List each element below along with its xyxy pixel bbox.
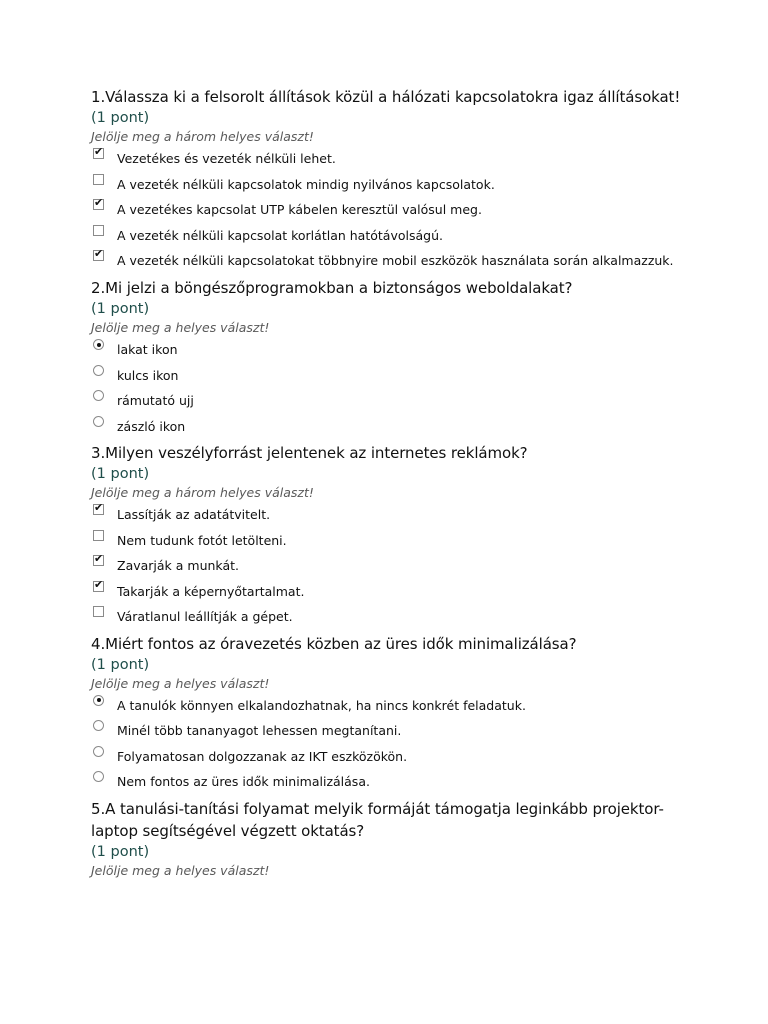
quiz (91, 86, 691, 883)
question-title: 1.Válassza ki a felsorolt állítások közül a hálózati kapcsolatokra igaz állításokat! (91, 88, 681, 106)
checkbox[interactable] (93, 501, 104, 515)
radio-selected-dot (97, 343, 101, 347)
checkmark-icon: ✔ (94, 577, 104, 591)
question-4 (91, 633, 691, 792)
answer-option[interactable] (91, 747, 691, 766)
answer-option[interactable] (91, 721, 691, 740)
answer-option[interactable] (91, 145, 691, 168)
checkbox[interactable] (93, 145, 104, 159)
answer-option[interactable] (91, 196, 691, 219)
answer-label: A vezetékes kapcsolat UTP kábelen keresztül valósul meg. (117, 202, 482, 217)
checkbox[interactable] (93, 225, 104, 236)
question-3 (91, 442, 691, 626)
answer-list (91, 696, 691, 792)
answer-label: Takarják a képernyőtartalmat. (117, 583, 305, 599)
answer-label: lakat ikon (117, 342, 178, 357)
answer-label: Lassítják az adatátvitelt. (117, 507, 271, 522)
answer-label: Nem tudunk fotót letölteni. (117, 532, 287, 548)
question-points: (1 pont) (91, 301, 150, 317)
question-title: 5.A tanulási-tanítási folyamat melyik formáját támogatja leginkább projektor-laptop segítségével végzett oktatás? (91, 799, 664, 840)
question-instruction: Jelölje meg a helyes választ! (91, 862, 270, 878)
answer-label: Váratlanul leállítják a gépet. (117, 609, 293, 624)
answer-option[interactable] (91, 696, 691, 715)
radio-button[interactable] (93, 695, 104, 706)
answer-list (91, 501, 691, 626)
checkbox[interactable] (93, 606, 104, 617)
question-points: (1 pont) (91, 466, 150, 482)
answer-label: A vezeték nélküli kapcsolatok mindig nyilvános kapcsolatok. (117, 176, 495, 192)
answer-option[interactable] (91, 501, 691, 524)
answer-option[interactable] (91, 175, 691, 194)
answer-label: A tanulók könnyen elkalandozhatnak, ha nincs konkrét feladatuk. (117, 697, 526, 713)
question-instruction: Jelölje meg a helyes választ! (91, 675, 270, 691)
checkbox[interactable] (93, 247, 104, 261)
checkbox[interactable] (93, 530, 104, 541)
answer-label: Nem fontos az üres idők minimalizálása. (117, 774, 370, 789)
answer-option[interactable] (91, 247, 691, 270)
question-points: (1 pont) (91, 110, 150, 126)
question-instruction: Jelölje meg a három helyes választ! (91, 485, 314, 500)
answer-option[interactable] (91, 366, 691, 385)
answer-option[interactable] (91, 391, 691, 410)
answer-label: A vezeték nélküli kapcsolat korlátlan hatótávolságú. (117, 227, 443, 243)
answer-label: zászló ikon (117, 418, 186, 434)
checkmark-icon: ✔ (94, 247, 104, 260)
answer-list (91, 145, 691, 270)
answer-label: Folyamatosan dolgozzanak az IKT eszközökön. (117, 748, 408, 764)
radio-button[interactable] (93, 720, 104, 731)
checkmark-icon: ✔ (94, 501, 104, 514)
question-instruction: Jelölje meg a három helyes választ! (91, 129, 314, 144)
question-points: (1 pont) (91, 843, 150, 860)
checkbox[interactable] (93, 552, 104, 566)
answer-option[interactable] (91, 577, 691, 601)
answer-label: Zavarják a munkát. (117, 558, 239, 573)
radio-selected-dot (97, 698, 101, 702)
radio-button[interactable] (93, 746, 104, 757)
question-5 (91, 798, 691, 880)
radio-button[interactable] (93, 365, 104, 376)
answer-option[interactable] (91, 552, 691, 575)
question-title: 3.Milyen veszélyforrást jelentenek az internetes reklámok? (91, 444, 528, 462)
question-instruction: Jelölje meg a helyes választ! (91, 320, 270, 335)
answer-option[interactable] (91, 340, 691, 359)
radio-button[interactable] (93, 771, 104, 782)
question-title: 4.Miért fontos az óravezetés közben az üres idők minimalizálása? (91, 634, 577, 653)
checkmark-icon: ✔ (94, 196, 104, 209)
answer-label: A vezeték nélküli kapcsolatokat többnyire mobil eszközök használata során alkalmazzuk. (117, 253, 674, 268)
checkbox[interactable] (93, 196, 104, 210)
radio-button[interactable] (93, 390, 104, 401)
answer-label: Vezetékes és vezeték nélküli lehet. (117, 151, 336, 166)
answer-option[interactable] (91, 226, 691, 245)
answer-label: rámutató ujj (117, 393, 194, 408)
radio-button[interactable] (93, 339, 104, 350)
question-2 (91, 277, 691, 436)
answer-option[interactable] (91, 607, 691, 626)
answer-option[interactable] (91, 772, 691, 791)
answer-option[interactable] (91, 531, 691, 550)
checkmark-icon: ✔ (94, 552, 104, 565)
checkbox[interactable] (93, 577, 104, 592)
question-title: 2.Mi jelzi a böngészőprogramokban a biztonságos weboldalakat? (91, 279, 573, 297)
radio-button[interactable] (93, 416, 104, 427)
answer-option[interactable] (91, 417, 691, 436)
checkmark-icon: ✔ (94, 145, 104, 158)
question-points: (1 pont) (91, 656, 150, 673)
answer-list (91, 340, 691, 436)
answer-label: kulcs ikon (117, 367, 179, 383)
question-1 (91, 86, 691, 270)
checkbox[interactable] (93, 174, 104, 185)
answer-label: Minél több tananyagot lehessen megtanítani. (117, 723, 402, 738)
